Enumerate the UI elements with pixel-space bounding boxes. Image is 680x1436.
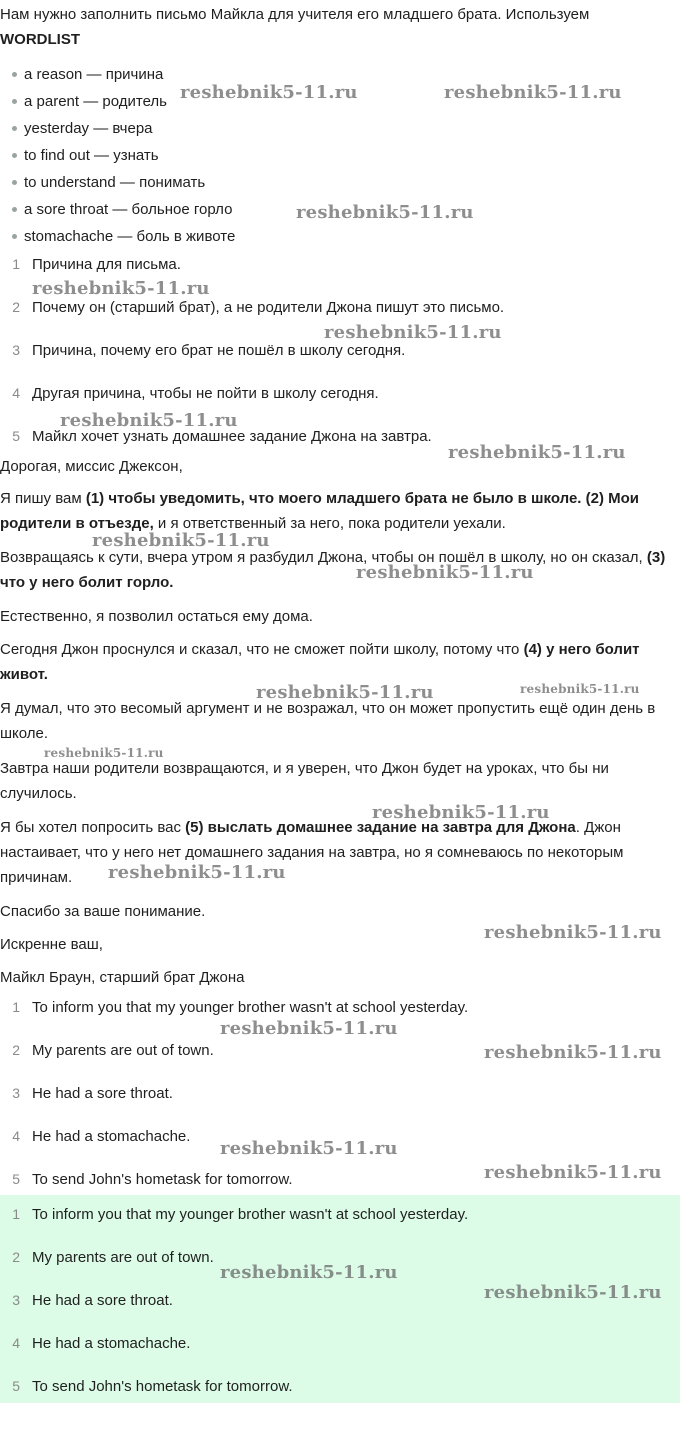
wordlist-heading: WORDLIST [0, 31, 80, 48]
wordlist-entry: to find out — узнать [24, 147, 159, 164]
bullet-icon [12, 126, 17, 131]
bullet-icon [12, 207, 17, 212]
answer-text: He had a sore throat. [32, 1292, 173, 1309]
answer-item-highlighted [0, 1331, 680, 1355]
answer-text: He had a stomachache. [32, 1335, 191, 1352]
answer-item-highlighted [0, 1374, 680, 1398]
plan-text: Причина для письма. [32, 256, 181, 273]
plan-text: Майкл хочет узнать домашнее задание Джона на завтра. [32, 428, 432, 445]
answer-bold: (5) выслать домашнее задание на завтра для Джона [185, 819, 576, 836]
answer-item-highlighted [0, 1202, 680, 1226]
answer-text: He had a stomachache. [32, 1128, 191, 1145]
list-item [12, 199, 232, 221]
answer-bold: (1) чтобы уведомить, что моего младшего брата не было в школе. (2) Мои родители в отъезде, [0, 490, 639, 532]
item-number: 1 [12, 1206, 20, 1222]
text: . Джон настаивает, что у него нет домашнего задания на завтра, но я сомневаюсь по некоторым причинам. [0, 819, 624, 886]
answer-text: My parents are out of town. [32, 1249, 214, 1266]
item-number: 1 [12, 256, 20, 272]
list-item [12, 172, 205, 194]
watermark: reshebnik5-11.ru [484, 922, 662, 943]
wordlist-entry: a parent — родитель [24, 93, 167, 110]
watermark: reshebnik5-11.ru [108, 862, 286, 883]
watermark: reshebnik5-11.ru [180, 82, 358, 103]
bullet-icon [12, 234, 17, 239]
letter-paragraph-7 [0, 815, 680, 890]
watermark: reshebnik5-11.ru [444, 82, 622, 103]
text: Возвращаясь к сути, вчера утром я разбудил Джона, чтобы он пошёл в школу, но он сказал, [0, 549, 647, 566]
letter-paragraph-2 [0, 545, 680, 595]
text: Я пишу вам [0, 490, 86, 507]
letter-paragraph-5: Я думал, что это весомый аргумент и не возражал, что он может пропустить ещё один день в школе. [0, 700, 656, 742]
watermark: reshebnik5-11.ru [92, 530, 270, 551]
bullet-icon [12, 153, 17, 158]
bullet-icon [12, 72, 17, 77]
letter-paragraph-3: Естественно, я позволил остаться ему дома. [0, 608, 313, 625]
watermark: reshebnik5-11.ru [484, 1282, 662, 1303]
watermark: reshebnik5-11.ru [60, 410, 238, 431]
item-number: 4 [12, 1335, 20, 1351]
wordlist-entry: yesterday — вчера [24, 120, 153, 137]
item-number: 4 [12, 1128, 20, 1144]
item-number: 5 [12, 1378, 20, 1394]
letter-paragraph-1 [0, 486, 680, 536]
list-item [12, 118, 153, 140]
bullet-icon [12, 99, 17, 104]
item-number: 2 [12, 299, 20, 315]
letter-paragraph-8: Спасибо за ваше понимание. [0, 903, 206, 920]
list-item [12, 91, 167, 113]
text: и я ответственный за него, пока родители уехали. [153, 515, 506, 532]
letter-greeting: Дорогая, миссис Джексон, [0, 458, 183, 475]
wordlist-entry: a reason — причина [24, 66, 164, 83]
letter-paragraph-9: Искренне ваш, [0, 936, 103, 953]
answer-text: To inform you that my younger brother wasn't at school yesterday. [32, 999, 469, 1016]
watermark: reshebnik5-11.ru [296, 202, 474, 223]
watermark: reshebnik5-11.ru [484, 1162, 662, 1183]
item-number: 5 [12, 428, 20, 444]
letter-paragraph-4 [0, 637, 680, 687]
intro-text: Нам нужно заполнить письмо Майкла для учителя его младшего брата. Используем [0, 6, 590, 23]
watermark: reshebnik5-11.ru [484, 1042, 662, 1063]
watermark: reshebnik5-11.ru [372, 802, 550, 823]
list-item [12, 145, 159, 167]
watermark: reshebnik5-11.ru [32, 278, 210, 299]
watermark: reshebnik5-11.ru [324, 322, 502, 343]
watermark: reshebnik5-11.ru [448, 442, 626, 463]
answer-bold: (3) что у него болит горло. [0, 549, 666, 591]
answer-bold: (4) у него болит живот. [0, 641, 640, 683]
wordlist-entry: stomachache — боль в животе [24, 228, 236, 245]
item-number: 3 [12, 1085, 20, 1101]
answer-text: He had a sore throat. [32, 1085, 173, 1102]
item-number: 1 [12, 999, 20, 1015]
item-number: 3 [12, 342, 20, 358]
item-number: 4 [12, 385, 20, 401]
list-item [12, 226, 235, 248]
wordlist-entry: a sore throat — больное горло [24, 201, 233, 218]
plan-item [0, 252, 680, 276]
text: Я бы хотел попросить вас [0, 819, 186, 836]
answer-text: To send John's hometask for tomorrow. [32, 1171, 293, 1188]
watermark: reshebnik5-11.ru [220, 1138, 398, 1159]
watermark: reshebnik5-11.ru [44, 746, 164, 760]
letter-paragraph-6: Завтра наши родители возвращаются, и я уверен, что Джон будет на уроках, что бы ни случилось. [0, 760, 609, 802]
item-number: 2 [12, 1042, 20, 1058]
wordlist-entry: to understand — понимать [24, 174, 206, 191]
plan-item [0, 381, 680, 405]
watermark: reshebnik5-11.ru [520, 682, 640, 696]
text: Сегодня Джон проснулся и сказал, что не сможет пойти школу, потому что [0, 641, 524, 658]
item-number: 5 [12, 1171, 20, 1187]
plan-text: Почему он (старший брат), а не родители Джона пишут это письмо. [32, 299, 505, 316]
watermark: reshebnik5-11.ru [356, 562, 534, 583]
watermark: reshebnik5-11.ru [220, 1018, 398, 1039]
item-number: 3 [12, 1292, 20, 1308]
answer-text: To inform you that my younger brother wasn't at school yesterday. [32, 1206, 469, 1223]
answer-item [0, 995, 680, 1019]
watermark: reshebnik5-11.ru [256, 682, 434, 703]
answer-text: My parents are out of town. [32, 1042, 214, 1059]
watermark: reshebnik5-11.ru [220, 1262, 398, 1283]
intro-paragraph [0, 2, 680, 52]
bullet-icon [12, 180, 17, 185]
plan-text: Другая причина, чтобы не пойти в школу сегодня. [32, 385, 379, 402]
answer-item [0, 1081, 680, 1105]
answer-text: To send John's hometask for tomorrow. [32, 1378, 293, 1395]
plan-text: Причина, почему его брат не пошёл в школу сегодня. [32, 342, 406, 359]
list-item [12, 64, 163, 86]
letter-signature: Майкл Браун, старший брат Джона [0, 969, 245, 986]
item-number: 2 [12, 1249, 20, 1265]
